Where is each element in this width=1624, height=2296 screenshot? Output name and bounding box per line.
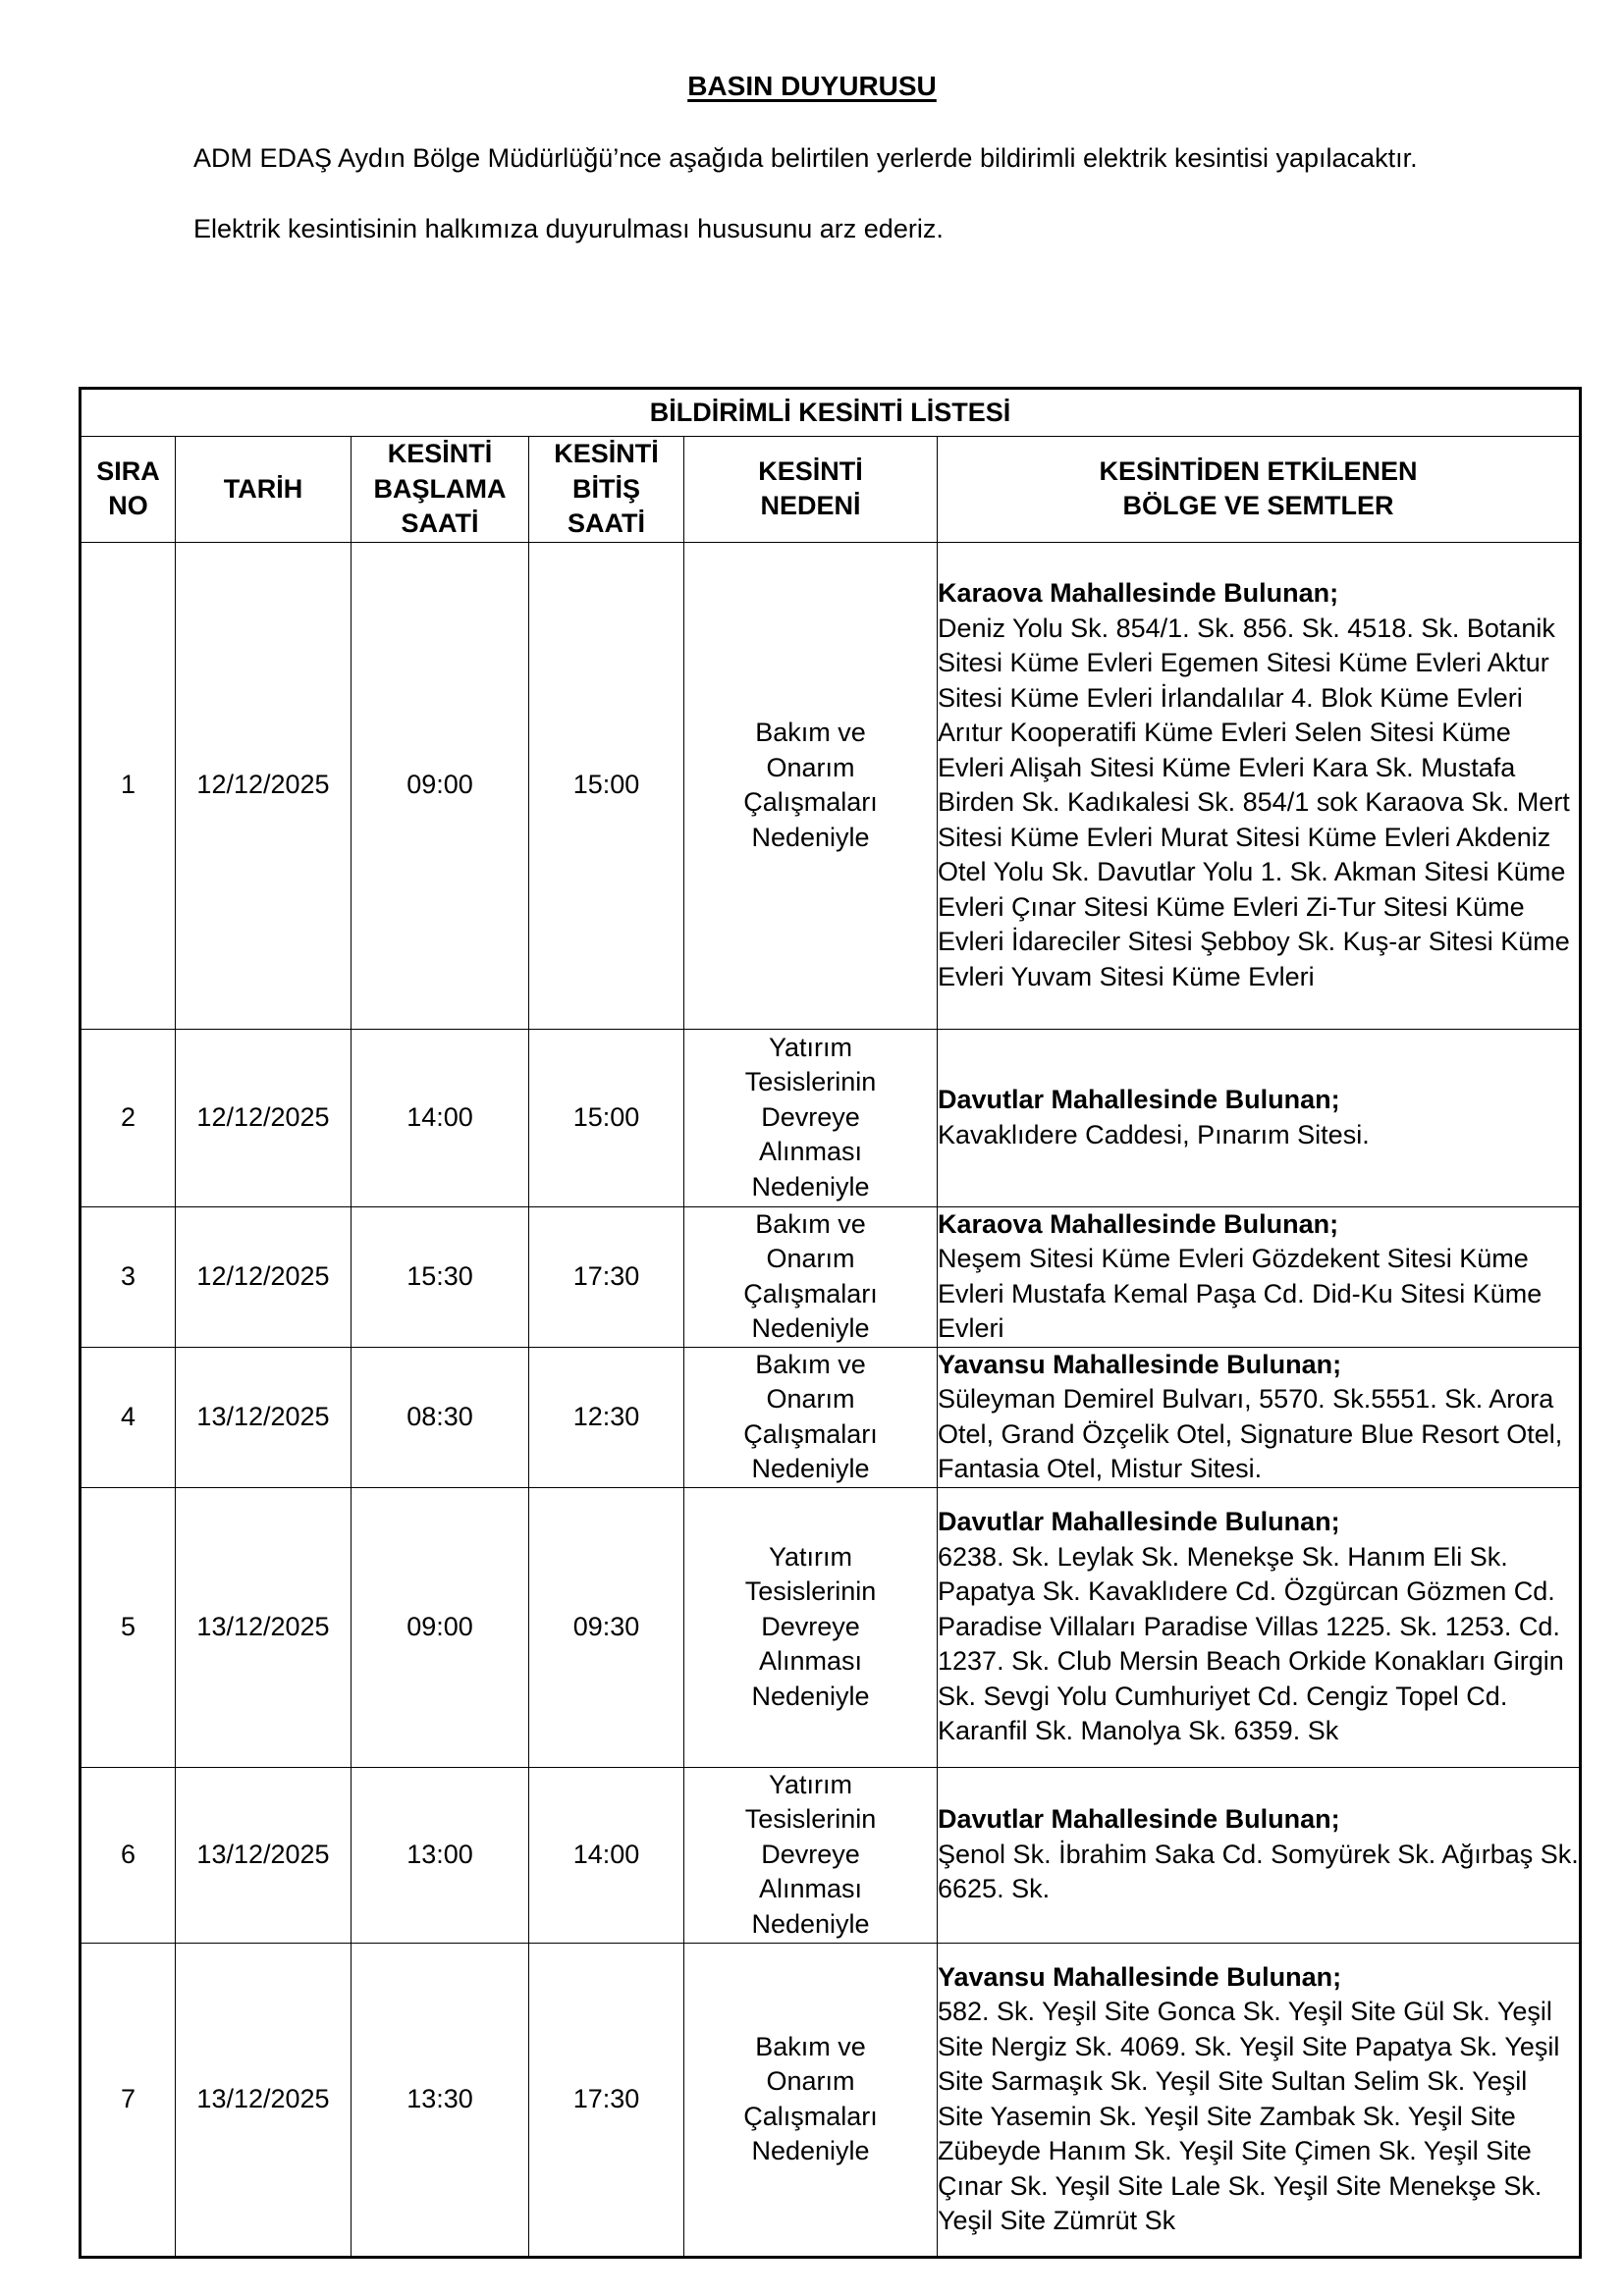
cell-date: 12/12/2025: [176, 542, 352, 1029]
area-text: Neşem Sitesi Küme Evleri Gözdekent Sitesi Küme Evleri Mustafa Kemal Paşa Cd. Did-Ku Sitesi Küme Evleri: [938, 1244, 1543, 1343]
header-line: KESİNTİ: [758, 455, 863, 486]
header-line: SIRA: [96, 455, 160, 486]
area-title: Karaova Mahallesinde Bulunan;: [938, 578, 1339, 608]
reason-line: Çalışmaları: [743, 2101, 878, 2131]
cell-affected-area: [938, 1487, 1581, 1767]
reason-line: Tesislerinin: [744, 1804, 877, 1835]
cell-reason: [684, 1943, 938, 2257]
cell-affected-area: [938, 1767, 1581, 1943]
table-row: [81, 1029, 1581, 1206]
header-end: [529, 437, 684, 543]
cell-end-time: 09:30: [529, 1487, 684, 1767]
cell-end-time: 12:30: [529, 1347, 684, 1487]
area-text: Şenol Sk. İbrahim Saka Cd. Somyürek Sk. Ağırbaş Sk. 6625. Sk.: [938, 1839, 1579, 1904]
reason-line: Çalışmaları: [743, 787, 878, 817]
area-text: Süleyman Demirel Bulvarı, 5570. Sk.5551. Sk. Arora Otel, Grand Özçelik Otel, Signature Blue Resort Otel, Fantasia Otel, Mistur Sitesi.: [938, 1384, 1563, 1483]
header-line: TARİH: [223, 473, 303, 504]
intro-paragraph: ADM EDAŞ Aydın Bölge Müdürlüğü’nce aşağıda belirtilen yerlerde bildirimli elektrik kesintisi yapılacaktır.: [193, 143, 1418, 173]
cell-date: 13/12/2025: [176, 1943, 352, 2257]
area-title: Davutlar Mahallesinde Bulunan;: [938, 1085, 1340, 1114]
area-text: Kavaklıdere Caddesi, Pınarım Sitesi.: [938, 1119, 1370, 1149]
reason-line: Devreye: [761, 1611, 860, 1641]
cell-affected-area: [938, 542, 1581, 1029]
reason-line: Nedeniyle: [751, 822, 870, 852]
reason-line: Nedeniyle: [751, 1313, 870, 1343]
reason-line: Tesislerinin: [744, 1067, 877, 1097]
header-line: NEDENİ: [760, 491, 861, 521]
cell-no: 5: [81, 1487, 176, 1767]
area-title: Davutlar Mahallesinde Bulunan;: [938, 1804, 1340, 1835]
cell-affected-area: [938, 1347, 1581, 1487]
cell-date: 12/12/2025: [176, 1029, 352, 1206]
table-row: [81, 1767, 1581, 1943]
cell-date: 13/12/2025: [176, 1347, 352, 1487]
cell-affected-area: [938, 1206, 1581, 1347]
header-line: NO: [108, 491, 148, 521]
cell-reason: [684, 1347, 938, 1487]
cell-end-time: 15:00: [529, 542, 684, 1029]
area-title: Davutlar Mahallesinde Bulunan;: [938, 1507, 1340, 1537]
header-line: SAATİ: [401, 508, 479, 538]
reason-line: Çalışmaları: [743, 1278, 878, 1308]
area-text: Deniz Yolu Sk. 854/1. Sk. 856. Sk. 4518. Sk. Botanik Sitesi Küme Evleri Egemen Sitesi Küme Evleri Aktur Sitesi Küme Evleri İrlandalılar 4. Blok Küme Evleri Arıtur Kooperatifi Küme Evleri Selen Sitesi Küme Evleri Alişah Sitesi Küme Evleri Kara Sk. Mustafa Birden Sk. Kadıkalesi Sk. 854/1 sok Karaova Sk. Mert Sitesi Küme Evleri Murat Sitesi Küme Evleri Akdeniz Otel Yolu Sk. Davutlar Yolu 1. Sk. Akman Sitesi Küme Evleri Çınar Sitesi Küme Evleri Zi-Tur Sitesi Küme Evleri İdareciler Sitesi Şebboy Sk. Kuş-ar Sitesi Küme Evleri Yuvam Sitesi Küme Evleri: [938, 613, 1570, 991]
reason-line: Yatırım: [768, 1541, 852, 1572]
reason-line: Onarım: [766, 752, 855, 782]
cell-reason: [684, 542, 938, 1029]
cell-affected-area: [938, 1943, 1581, 2257]
cell-reason: [684, 1487, 938, 1767]
intro-paragraph: Elektrik kesintisinin halkımıza duyurulması hususunu arz ederiz.: [193, 214, 944, 243]
cell-affected-area: [938, 1029, 1581, 1206]
cell-no: 6: [81, 1767, 176, 1943]
cell-end-time: 15:00: [529, 1029, 684, 1206]
header-reason: [684, 437, 938, 543]
table-caption: BİLDİRİMLİ KESİNTİ LİSTESİ: [81, 389, 1581, 437]
header-line: KESİNTİ: [387, 439, 493, 468]
cell-start-time: 09:00: [352, 542, 529, 1029]
cell-start-time: 14:00: [352, 1029, 529, 1206]
reason-line: Alınması: [758, 1646, 863, 1677]
header-no: [81, 437, 176, 543]
header-start: [352, 437, 529, 543]
reason-line: Çalışmaları: [743, 1418, 878, 1449]
cell-no: 2: [81, 1029, 176, 1206]
cell-date: 12/12/2025: [176, 1206, 352, 1347]
header-date: [176, 437, 352, 543]
cell-no: 1: [81, 542, 176, 1029]
header-line: BİTİŞ: [571, 473, 640, 504]
table-caption-row: [81, 389, 1581, 437]
cell-reason: [684, 1767, 938, 1943]
reason-line: Bakım ve: [755, 718, 866, 747]
reason-line: Onarım: [766, 2066, 855, 2096]
header-area: [938, 437, 1581, 543]
table-body: [81, 542, 1581, 2257]
reason-line: Onarım: [766, 1384, 855, 1414]
header-line: KESİNTİ: [554, 439, 659, 468]
reason-line: Bakım ve: [755, 1349, 866, 1379]
cell-end-time: 14:00: [529, 1767, 684, 1943]
cell-no: 3: [81, 1206, 176, 1347]
reason-line: Alınması: [758, 1137, 863, 1167]
reason-line: Bakım ve: [755, 1208, 866, 1239]
header-line: SAATİ: [568, 508, 645, 538]
cell-date: 13/12/2025: [176, 1487, 352, 1767]
table-row: [81, 1347, 1581, 1487]
cell-start-time: 08:30: [352, 1347, 529, 1487]
table-header-row: [81, 437, 1581, 543]
reason-line: Nedeniyle: [751, 1454, 870, 1483]
cell-reason: [684, 1206, 938, 1347]
cell-reason: [684, 1029, 938, 1206]
cell-no: 7: [81, 1943, 176, 2257]
cell-end-time: 17:30: [529, 1206, 684, 1347]
cell-date: 13/12/2025: [176, 1767, 352, 1943]
reason-line: Bakım ve: [755, 2031, 866, 2061]
header-line: BÖLGE VE SEMTLER: [1122, 491, 1394, 521]
area-text: 6238. Sk. Leylak Sk. Menekşe Sk. Hanım Eli Sk. Papatya Sk. Kavaklıdere Cd. Özgürcan Gözmen Cd. Paradise Villaları Paradise Villas 1225. Sk. 1253. Cd. 1237. Sk. Club Mersin Beach Orkide Konakları Girgin Sk. Sevgi Yolu Cumhuriyet Cd. Cengiz Topel Cd. Karanfil Sk. Manolya Sk. 6359. Sk: [938, 1541, 1564, 1746]
cell-start-time: 09:00: [352, 1487, 529, 1767]
cell-start-time: 15:30: [352, 1206, 529, 1347]
reason-line: Nedeniyle: [751, 1171, 870, 1201]
area-title: Karaova Mahallesinde Bulunan;: [938, 1208, 1339, 1239]
intro-text: [193, 140, 1480, 246]
table-row: [81, 1206, 1581, 1347]
area-text: 582. Sk. Yeşil Site Gonca Sk. Yeşil Site Gül Sk. Yeşil Site Nergiz Sk. 4069. Sk. Yeşil Site Papatya Sk. Yeşil Site Sarmaşık Sk. Yeşil Site Sultan Selim Sk. Yeşil Site Yasemin Sk. Yeşil Site Zambak Sk. Yeşil Site Zübeyde Hanım Sk. Yeşil Site Çimen Sk. Yeşil Site Çınar Sk. Yeşil Site Lale Sk. Yeşil Site Menekşe Sk. Yeşil Site Zümrüt Sk: [938, 1997, 1560, 2235]
reason-line: Nedeniyle: [751, 1908, 870, 1939]
reason-line: Yatırım: [768, 1769, 852, 1799]
reason-line: Onarım: [766, 1244, 855, 1273]
area-title: Yavansu Mahallesinde Bulunan;: [938, 1349, 1342, 1379]
title-text: BASIN DUYURUSU: [687, 71, 937, 101]
page-title: [0, 71, 1624, 102]
cell-start-time: 13:30: [352, 1943, 529, 2257]
header-line: KESİNTİDEN ETKİLENEN: [1099, 455, 1418, 486]
cell-start-time: 13:00: [352, 1767, 529, 1943]
header-line: BAŞLAMA: [373, 473, 507, 504]
cell-no: 4: [81, 1347, 176, 1487]
outage-table: [79, 387, 1582, 2259]
reason-line: Nedeniyle: [751, 1681, 870, 1711]
area-title: Yavansu Mahallesinde Bulunan;: [938, 1961, 1342, 1992]
table-row: [81, 1487, 1581, 1767]
reason-line: Devreye: [761, 1839, 860, 1869]
table-row: [81, 542, 1581, 1029]
table-row: [81, 1943, 1581, 2257]
reason-line: Tesislerinin: [744, 1576, 877, 1607]
reason-line: Alınması: [758, 1874, 863, 1904]
reason-line: Yatırım: [768, 1032, 852, 1062]
reason-line: Nedeniyle: [751, 2136, 870, 2165]
reason-line: Devreye: [761, 1101, 860, 1132]
cell-end-time: 17:30: [529, 1943, 684, 2257]
